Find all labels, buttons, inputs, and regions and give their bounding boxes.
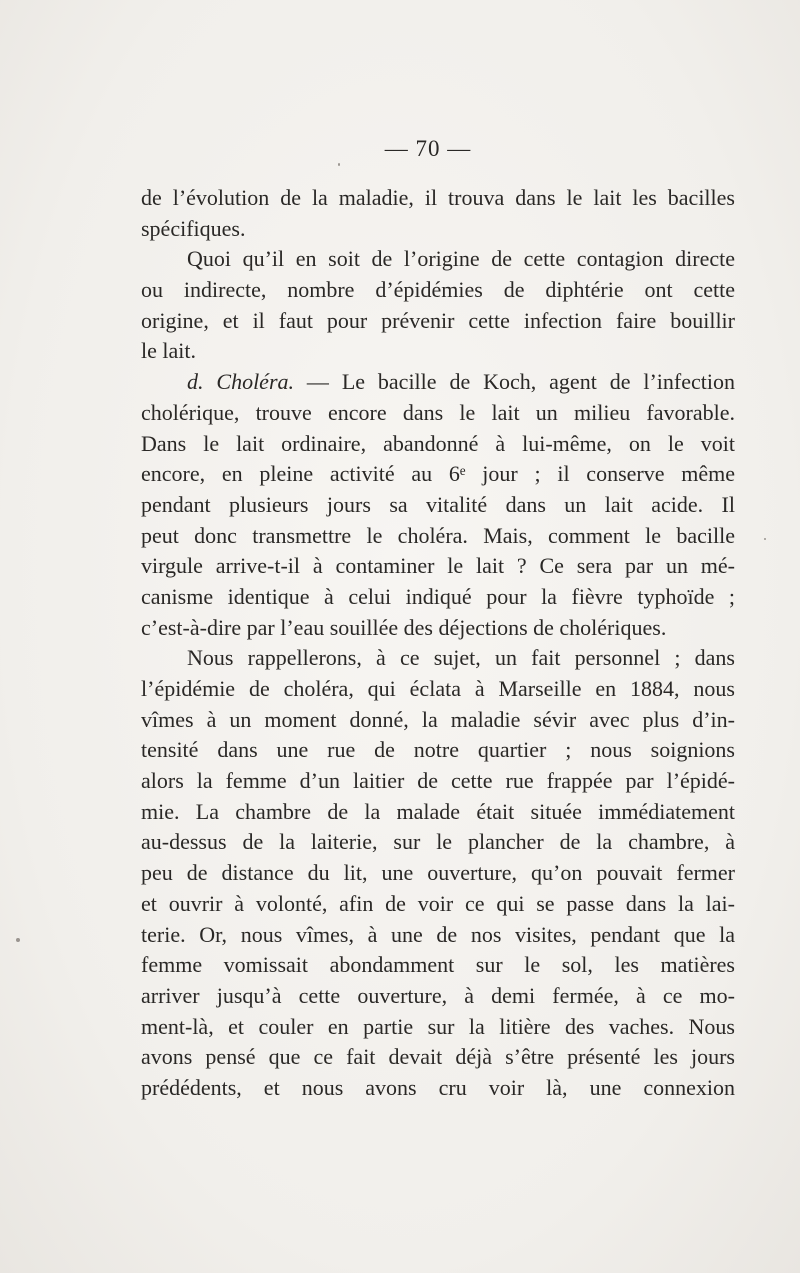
text-line: ment-là, et couler en partie sur la litière des vaches. Nous [141, 1013, 735, 1039]
text-line: au-dessus de la laiterie, sur le plancher de la chambre, à [141, 829, 735, 855]
text-line: femme vomissait abondamment sur le sol, les matières [141, 952, 735, 978]
paper-speck [764, 538, 766, 540]
text-line: virgule arrive-t-il à contaminer le lait ? Ce sera par un mé- [141, 553, 735, 579]
text-line: mie. La chambre de la malade était située immédiatement [141, 798, 735, 824]
text-line: de l’évolution de la maladie, il trouva dans le lait les bacilles [141, 185, 735, 210]
text-line: peut donc transmettre le choléra. Mais, comment le bacille [141, 522, 735, 548]
text-line: spécifiques. [141, 215, 246, 241]
text-line: tensité dans une rue de notre quartier ; nous soignions [141, 737, 735, 763]
text-line: cholérique, trouve encore dans le lait un milieu favorable. [141, 399, 735, 425]
text-line [141, 367, 735, 398]
text-line: ou indirecte, nombre d’épidémies de diphtérie ont cette [141, 277, 735, 303]
text-line: Quoi qu’il en soit de l’origine de cette contagion directe [187, 246, 735, 272]
text-line: l’épidémie de choléra, qui éclata à Marseille en 1884, nous [141, 676, 735, 701]
text-line: terie. Or, nous vîmes, à une de nos visites, pendant que la [141, 921, 735, 947]
section-heading: d. Choléra. [187, 369, 295, 395]
page-number: — 70 — [384, 136, 472, 161]
text-line: Nous rappellerons, à ce sujet, un fait personnel ; dans [187, 645, 735, 671]
text-line: et ouvrir à volonté, afin de voir ce qui se passe dans la lai- [141, 890, 735, 916]
text-line: encore, en pleine activité au 6ᵉ jour ; il conserve même [141, 461, 735, 487]
text-line: c’est-à-dire par l’eau souillée des déjections de cholériques. [141, 614, 667, 640]
text-line: origine, et il faut pour prévenir cette infection faire bouillir [141, 307, 735, 333]
text-line-rest: — Le bacille de Koch, agent de l’infection [306, 369, 735, 395]
text-line: alors la femme d’un laitier de cette rue frappée par l’épidé- [141, 768, 735, 794]
paper-speck [338, 163, 340, 166]
text-line: Dans le lait ordinaire, abandonné à lui-même, on le voit [141, 430, 735, 456]
body-text [141, 183, 735, 1104]
text-line: prédédents, et nous avons cru voir là, une connexion [141, 1074, 735, 1100]
text-line: canisme identique à celui indiqué pour la fièvre typhoïde ; [141, 583, 735, 609]
paper-speck [16, 938, 20, 942]
text-line: avons pensé que ce fait devait déjà s’être présenté les jours [141, 1044, 735, 1070]
text-line: vîmes à un moment donné, la maladie sévir avec plus d’in- [141, 706, 735, 732]
text-line: le lait. [141, 338, 196, 364]
text-line: peu de distance du lit, une ouverture, qu’on pouvait fermer [141, 860, 735, 886]
text-line: pendant plusieurs jours sa vitalité dans un lait acide. Il [141, 491, 735, 517]
text-line: arriver jusqu’à cette ouverture, à demi fermée, à ce mo- [141, 982, 735, 1008]
